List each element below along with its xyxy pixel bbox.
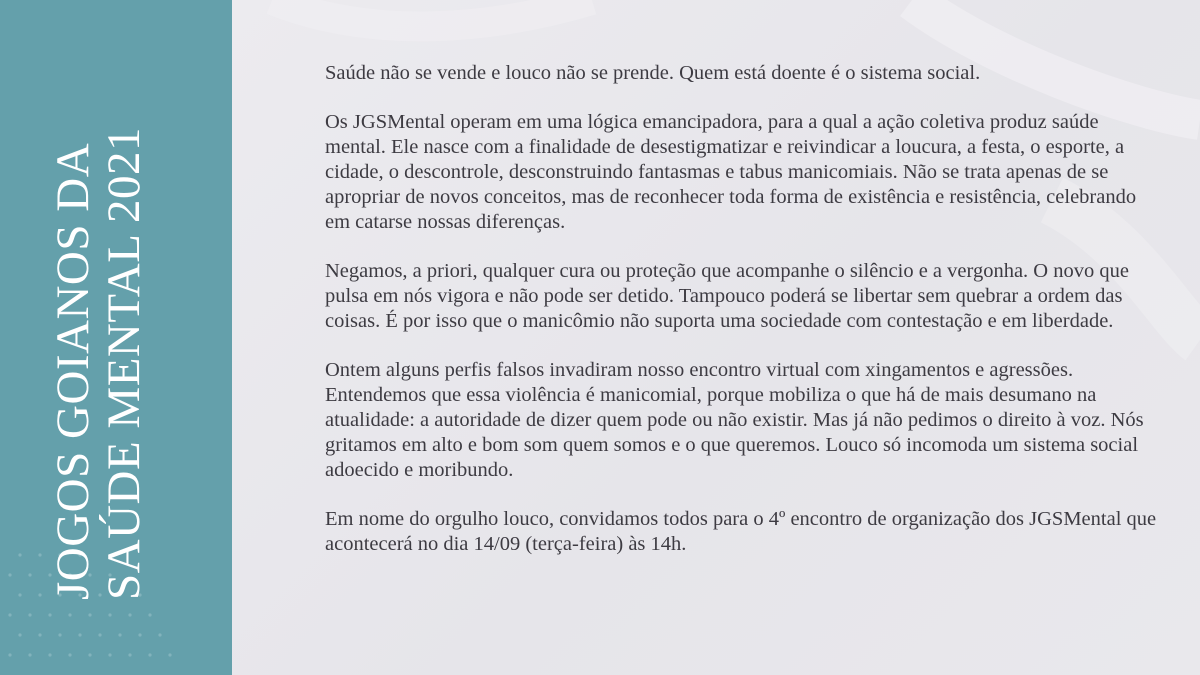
paragraph-2: Os JGSMental operam em uma lógica emancipadora, para a qual a ação coletiva produz saúde mental. Ele nasce com a finalidade de desestigmatizar e reivindicar a loucura, a festa, o esporte, a cidade, o descontrole, desconstruindo fantasmas e tabus manicomiais. Não se trata apenas de se apropriar de novos conceitos, mas de reconhecer toda forma de existência e resistência, celebrando em catarse nossas diferenças. <box>325 111 1137 233</box>
paragraph-3: Negamos, a priori, qualquer cura ou proteção que acompanhe o silêncio e a vergonha. O novo que pulsa em nós vigora e não pode ser detido. Tampouco poderá se libertar sem quebrar a ordem das coisas. É por isso que o manicômio não suporta uma sociedade com contestação e em liberdade. <box>325 260 1129 332</box>
slide-title-line-2: SAÚDE MENTAL 2021 <box>98 127 150 600</box>
paragraph-4: Ontem alguns perfis falsos invadiram nosso encontro virtual com xingamentos e agressões. Entendemos que essa violência é manicomial, porque mobiliza o que há de mais desumano na atualidade: a autoridade de dizer quem pode ou não existir. Mas já não pedimos o direito à voz. Nós gritamos em alto e bom som quem somos e o que queremos. Louco só incomoda um sistema social adoecido e moribundo. <box>325 359 1144 481</box>
manifesto-text <box>325 61 1157 581</box>
paragraph-1: Saúde não se vende e louco não se prende. Quem está doente é o sistema social. <box>325 62 981 84</box>
slide-title <box>48 40 150 600</box>
paragraph-5: Em nome do orgulho louco, convidamos todos para o 4º encontro de organização dos JGSMental que acontecerá no dia 14/09 (terça-feira) às 14h. <box>325 508 1157 555</box>
sidebar-panel <box>0 0 232 675</box>
slide-title-line-1: JOGOS GOIANOS DA <box>47 142 99 600</box>
